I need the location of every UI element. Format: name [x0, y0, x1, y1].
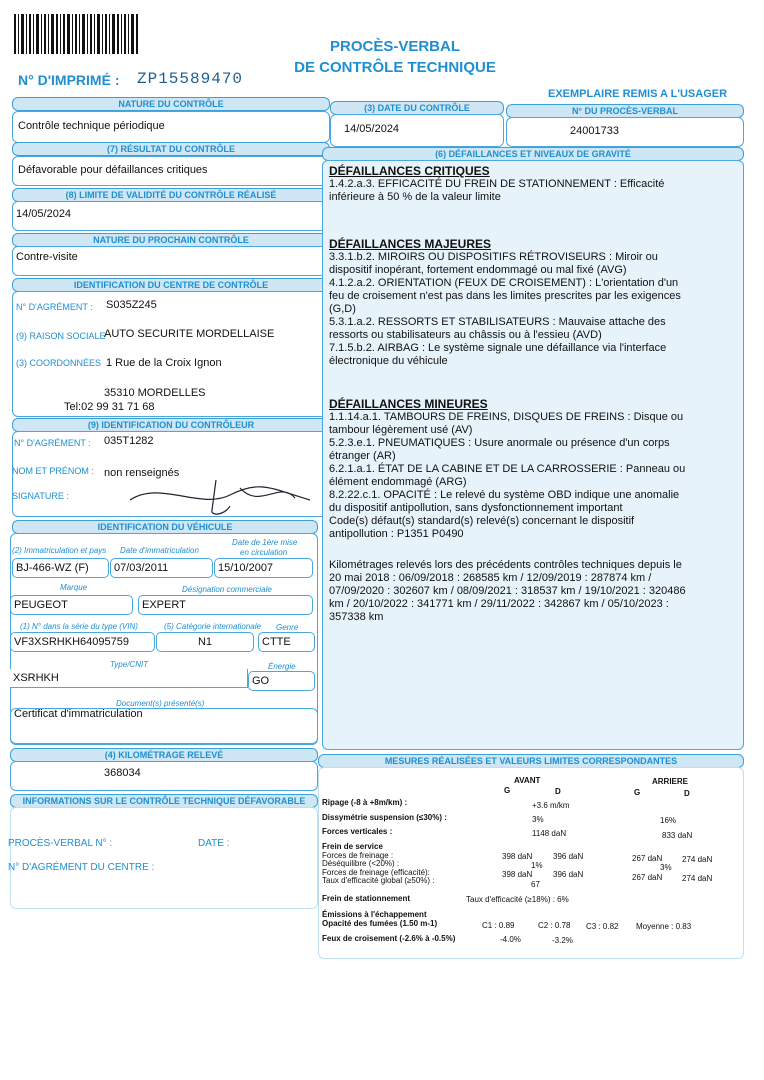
- nature-header: NATURE DU CONTRÔLE: [12, 97, 330, 111]
- majeures-line: dispositif inopérant, fortement endommagé ou mal fixé (AVG): [329, 264, 627, 276]
- km-history-line: km / 20/10/2022 : 341771 km / 29/11/2022 : 342867 km / 05/10/2023 :: [329, 598, 669, 610]
- fe-av-d: 396 daN: [553, 870, 584, 879]
- date-mise-label2: en circulation: [240, 548, 288, 557]
- mineures-title: DÉFAILLANCES MINEURES: [329, 397, 488, 411]
- mineures-line: étranger (AR): [329, 450, 396, 462]
- forces-eff-label: Forces de freinage (efficacité):: [322, 868, 430, 877]
- imprime-label: N° D'IMPRIMÉ :: [18, 72, 120, 88]
- arriere-label: ARRIERE: [652, 777, 689, 786]
- immat-field: BJ-466-WZ (F): [12, 558, 109, 578]
- feux-label: Feux de croisement (-2.6% à -0.5%): [322, 934, 456, 943]
- km-history-line: 357338 km: [329, 611, 384, 623]
- controleur-signature-label: SIGNATURE :: [12, 491, 69, 501]
- ff-ar-g: 267 daN: [632, 854, 663, 863]
- exemplaire-label: EXEMPLAIRE REMIS A L'USAGER: [548, 88, 728, 100]
- majeures-line: (G,D): [329, 303, 356, 315]
- categorie-label: (5) Catégorie internationale: [164, 622, 261, 631]
- controleur-nom-value: non renseignés: [104, 467, 180, 479]
- resultat-value: Défavorable pour défaillances critiques: [18, 164, 208, 176]
- centre-agrement-value: S035Z245: [106, 299, 157, 311]
- limite-header: (8) LIMITE DE VALIDITÉ DU CONTRÔLE RÉALISÉ: [12, 188, 330, 202]
- ff-av-g: 398 daN: [502, 852, 533, 861]
- mineures-line: 8.2.22.c.1. OPACITÉ : Le relevé du système OBD indique une anomalie: [329, 489, 680, 501]
- avant-label: AVANT: [514, 776, 541, 785]
- genre-field: CTTE: [258, 632, 315, 652]
- mineures-line: tambour légèrement usé (AV): [329, 424, 473, 436]
- fe-ar-d: 274 daN: [682, 874, 713, 883]
- mineures-line: 5.2.3.e.1. PNEUMATIQUES : Usure anormale ou présence d'un corps: [329, 437, 670, 449]
- critiques-line: 1.4.2.a.3. EFFICACITÉ DU FREIN DE STATIONNEMENT : Efficacité: [329, 178, 665, 190]
- prochain-header: NATURE DU PROCHAIN CONTRÔLE: [12, 233, 330, 247]
- frein-stat-label: Frein de stationnement: [322, 894, 411, 903]
- immat-label: (2) Immatriculation et pays: [12, 546, 107, 555]
- date-immat-label: Date d'immatriculation: [120, 546, 199, 555]
- date-controle-header: (3) DATE DU CONTRÔLE: [330, 101, 504, 115]
- marque-field: PEUGEOT: [10, 595, 133, 615]
- centre-header: IDENTIFICATION DU CENTRE DE CONTRÔLE: [12, 278, 330, 292]
- centre-tel: Tel:02 99 31 71 68: [64, 401, 155, 413]
- nature-value: Contrôle technique périodique: [18, 120, 165, 132]
- ripage-label: Ripage (-8 à +8m/km) :: [322, 798, 408, 807]
- forces-vert-label: Forces verticales :: [322, 827, 393, 836]
- taux-global-value: 67: [531, 880, 540, 889]
- majeures-line: feu de croisement n'est pas dans les limites prescrites par les exigences: [329, 290, 681, 302]
- critiques-title: DÉFAILLANCES CRITIQUES: [329, 164, 490, 178]
- energie-field: GO: [248, 671, 315, 691]
- marque-label: Marque: [60, 583, 88, 592]
- pv-number-header: N° DU PROCÈS-VERBAL: [506, 104, 744, 118]
- type-label: Type/CNIT: [110, 660, 149, 669]
- date-mise-label1: Date de 1ère mise: [232, 538, 298, 547]
- feux-value-1: -4.0%: [500, 935, 521, 944]
- arriere-d-label: D: [684, 789, 690, 798]
- km-header: (4) KILOMÉTRAGE RELEVÉ: [10, 748, 318, 762]
- title-line1: PROCÈS-VERBAL: [329, 38, 460, 55]
- mineures-line: 1.1.14.a.1. TAMBOURS DE FREINS, DISQUES DE FREINS : Disque ou: [329, 411, 684, 423]
- deseq-ar: 3%: [660, 863, 672, 872]
- type-field: XSRHKH: [10, 669, 248, 688]
- controleur-agrement-value: 035T1282: [104, 435, 154, 447]
- centre-address2: 35310 MORDELLES: [104, 387, 206, 399]
- controleur-nom-label: NOM ET PRÉNOM :: [12, 466, 94, 476]
- emissions-label: Émissions à l'échappement: [322, 910, 427, 919]
- resultat-header: (7) RÉSULTAT DU CONTRÔLE: [12, 142, 330, 156]
- mineures-line: élément endommagé (ARG): [329, 476, 467, 488]
- majeures-line: 7.1.5.b.2. AIRBAG : Le système signale une défaillance via l'interface: [329, 342, 667, 354]
- imprime-value: ZP15589470: [137, 70, 244, 88]
- taux-global-label: Taux d'efficacité global (≥50%) :: [322, 876, 435, 885]
- forces-freinage-label: Forces de freinage :: [322, 851, 394, 860]
- energie-label: Énergie: [268, 662, 296, 671]
- avant-g-label: G: [504, 786, 511, 795]
- genre-label: Genre: [276, 623, 299, 632]
- majeures-line: 3.3.1.b.2. MIROIRS OU DISPOSITIFS RÉTROVISEURS : Miroir ou: [329, 251, 658, 263]
- majeures-line: 5.3.1.a.2. RESSORTS ET STABILISATEURS : Mauvaise attache des: [329, 316, 666, 328]
- date-mise-field: 15/10/2007: [214, 558, 313, 578]
- km-box: [10, 761, 318, 791]
- centre-raison-value: AUTO SECURITE MORDELLAISE: [104, 328, 275, 340]
- centre-address1: 1 Rue de la Croix Ignon: [106, 357, 222, 369]
- opacite-label: Opacité des fumées (1.50 m-1): [322, 919, 438, 928]
- majeures-line: 4.1.2.a.2. ORIENTATION (FEUX DE CROISEMENT) : L'orientation d'un: [329, 277, 679, 289]
- majeures-line: ressorts ou stabilisateurs au châssis ou à l'essieu (AVD): [329, 329, 602, 341]
- controleur-header: (9) IDENTIFICATION DU CONTRÔLEUR: [12, 418, 330, 432]
- km-history-line: Kilométrages relevés lors des précédents contrôles techniques depuis le: [329, 559, 682, 571]
- limite-value: 14/05/2024: [16, 208, 72, 220]
- dissym-av: 3%: [532, 815, 544, 824]
- centre-agrement-label: N° D'AGRÉMENT :: [16, 302, 93, 312]
- info-defav-pv-label: PROCÈS-VERBAL N° :: [8, 838, 113, 849]
- title-line2: DE CONTRÔLE TECHNIQUE: [294, 59, 496, 76]
- defaillances-text: [329, 164, 739, 624]
- designation-label: Désignation commerciale: [182, 585, 272, 594]
- desequilibre-label: Déséquilibre (<20%) :: [322, 859, 400, 868]
- mineures-line: du dispositif antipollution, sans dysfonctionnement important: [329, 502, 623, 514]
- fe-av-g: 398 daN: [502, 870, 533, 879]
- info-defav-box: [10, 807, 318, 909]
- opacite-c2: C2 : 0.78: [538, 921, 571, 930]
- controleur-agrement-label: N° D'AGRÉMENT :: [14, 438, 91, 448]
- feux-value-2: -3.2%: [552, 936, 573, 945]
- mineures-line: Code(s) défaut(s) standard(s) relevé(s) concernant le dispositif: [329, 515, 635, 527]
- pv-number-box: [506, 117, 744, 147]
- forces-vert-ar: 833 daN: [662, 831, 693, 840]
- prochain-value: Contre-visite: [16, 251, 78, 263]
- km-history-line: 07/09/2020 : 302607 km / 08/09/2021 : 318537 km / 19/10/2021 : 320486: [329, 585, 686, 597]
- info-defav-header: INFORMATIONS SUR LE CONTRÔLE TECHNIQUE DÉFAVORABLE: [10, 794, 318, 808]
- info-defav-date-label: DATE :: [198, 838, 230, 849]
- majeures-line: électronique du véhicule: [329, 355, 448, 367]
- opacite-c3: C3 : 0.82: [586, 922, 619, 931]
- documents-value: Certificat d'immatriculation: [14, 708, 143, 720]
- frein-stat-value: Taux d'efficacité (≥18%) : 6%: [466, 895, 569, 904]
- mineures-line: 6.2.1.a.1. ÉTAT DE LA CABINE ET DE LA CARROSSERIE : Panneau ou: [329, 463, 686, 475]
- date-controle-value: 14/05/2024: [344, 123, 400, 135]
- avant-d-label: D: [555, 787, 561, 796]
- km-history-line: 20 mai 2018 : 06/09/2018 : 268585 km / 12/09/2019 : 287874 km /: [329, 572, 652, 584]
- mesures-header: MESURES RÉALISÉES ET VALEURS LIMITES CORRESPONDANTES: [318, 754, 744, 768]
- pv-number-value: 24001733: [570, 125, 619, 137]
- km-value: 368034: [104, 767, 141, 779]
- opacite-c1: C1 : 0.89: [482, 921, 515, 930]
- dissym-ar: 16%: [660, 816, 677, 825]
- deseq-av: 1%: [531, 861, 543, 870]
- ripage-value: +3.6 m/km: [532, 801, 570, 810]
- forces-vert-av: 1148 daN: [532, 829, 567, 838]
- mineures-line: antipollution : P1351 P0490: [329, 528, 464, 540]
- info-defav-agrement-label: N° D'AGRÉMENT DU CENTRE :: [8, 862, 155, 873]
- documents-label: Document(s) présenté(s): [116, 699, 205, 708]
- fe-ar-g: 267 daN: [632, 873, 663, 882]
- vin-label: (1) N° dans la série du type (VIN): [20, 622, 138, 631]
- centre-coord-label: (3) COORDONNÉES: [16, 358, 102, 368]
- date-immat-field: 07/03/2011: [110, 558, 213, 578]
- ff-av-d: 396 daN: [553, 852, 584, 861]
- defaillances-header: (6) DÉFAILLANCES ET NIVEAUX DE GRAVITÉ: [322, 147, 744, 161]
- centre-raison-label: (9) RAISON SOCIALE: [16, 331, 106, 341]
- designation-field: EXPERT: [138, 595, 313, 615]
- frein-service-label: Frein de service: [322, 842, 383, 851]
- barcode: [12, 12, 142, 58]
- majeures-title: DÉFAILLANCES MAJEURES: [329, 237, 492, 251]
- vin-field: VF3XSRHKH64095759: [10, 632, 155, 652]
- opacite-moyenne: Moyenne : 0.83: [636, 922, 692, 931]
- arriere-g-label: G: [634, 788, 641, 797]
- dissym-label: Dissymétrie suspension (≤30%) :: [322, 813, 447, 822]
- ff-ar-d: 274 daN: [682, 855, 713, 864]
- vehicule-header: IDENTIFICATION DU VÉHICULE: [12, 520, 318, 534]
- critiques-line: inférieure à 50 % de la valeur limite: [329, 191, 501, 203]
- signature-scribble: [120, 470, 320, 520]
- categorie-field: N1: [156, 632, 254, 652]
